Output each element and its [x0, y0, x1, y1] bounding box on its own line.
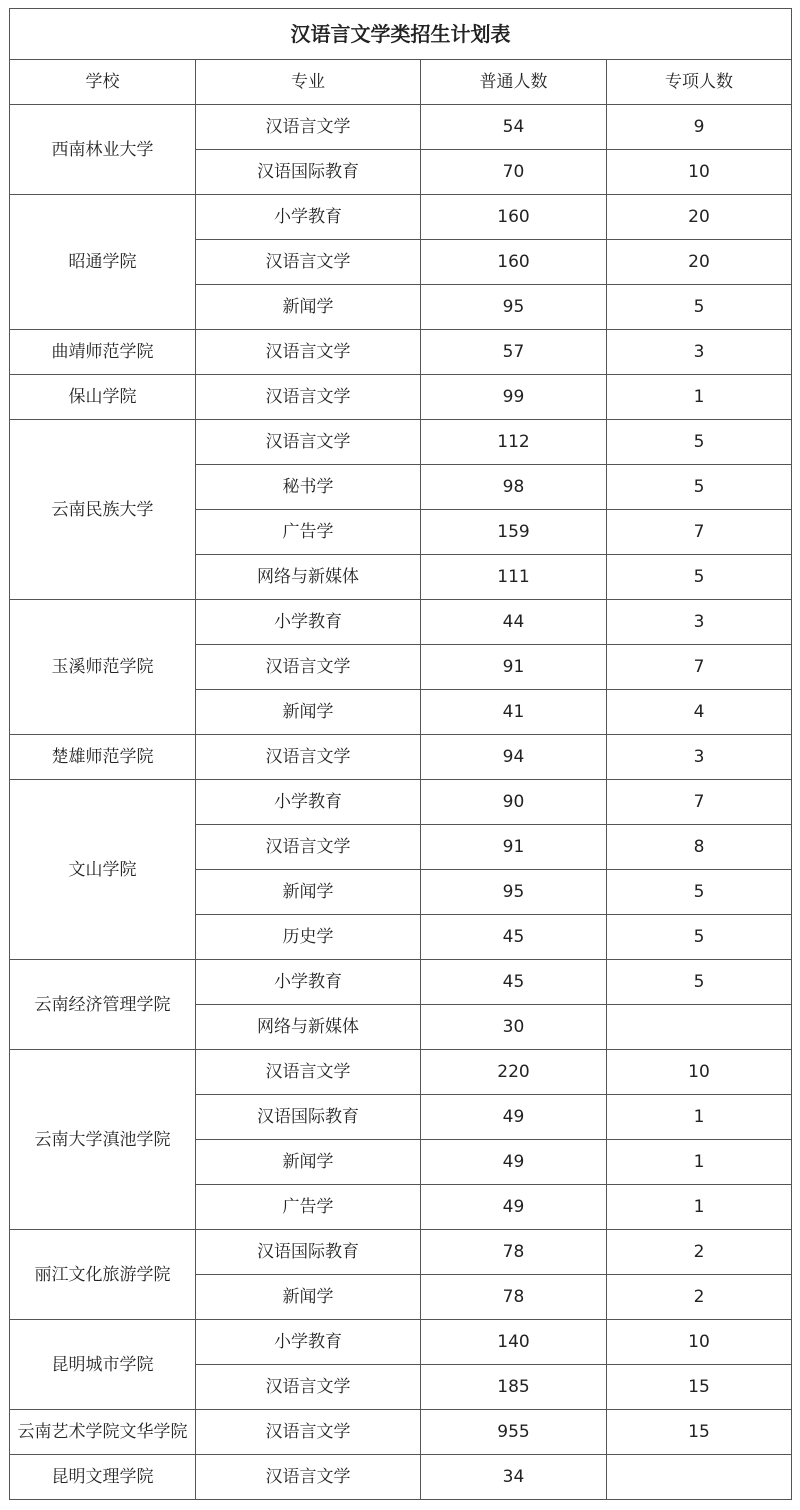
major-cell: 新闻学: [196, 870, 421, 915]
school-name-cell: 西南林业大学: [10, 105, 196, 195]
regular-count-cell: 112: [421, 420, 607, 465]
major-cell: 汉语言文学: [196, 1410, 421, 1455]
regular-count-cell: 30: [421, 1005, 607, 1050]
major-cell: 汉语国际教育: [196, 1230, 421, 1275]
table-row: [10, 195, 792, 240]
regular-count-cell: 49: [421, 1140, 607, 1185]
major-cell: 小学教育: [196, 195, 421, 240]
special-count-cell: 15: [607, 1365, 792, 1410]
major-cell: 汉语言文学: [196, 240, 421, 285]
table-row: [10, 1455, 792, 1500]
table-row: [10, 960, 792, 1005]
regular-count-cell: 111: [421, 555, 607, 600]
school-name-cell: 云南大学滇池学院: [10, 1050, 196, 1230]
regular-count-cell: 95: [421, 285, 607, 330]
special-count-cell: 7: [607, 645, 792, 690]
special-count-cell: 10: [607, 150, 792, 195]
major-cell: 汉语国际教育: [196, 150, 421, 195]
special-count-cell: 5: [607, 555, 792, 600]
school-name-cell: 昆明城市学院: [10, 1320, 196, 1410]
regular-count-cell: 44: [421, 600, 607, 645]
special-count-cell: 1: [607, 1185, 792, 1230]
school-name-cell: 丽江文化旅游学院: [10, 1230, 196, 1320]
special-count-cell: 10: [607, 1320, 792, 1365]
special-count-cell: 9: [607, 105, 792, 150]
header-row: [10, 60, 792, 105]
major-cell: 汉语言文学: [196, 420, 421, 465]
regular-count-cell: 41: [421, 690, 607, 735]
enrollment-plan-table: [9, 8, 792, 1500]
major-cell: 汉语言文学: [196, 1365, 421, 1410]
regular-count-cell: 49: [421, 1185, 607, 1230]
major-cell: 汉语言文学: [196, 330, 421, 375]
regular-count-cell: 34: [421, 1455, 607, 1500]
school-name-cell: 云南民族大学: [10, 420, 196, 600]
regular-count-cell: 49: [421, 1095, 607, 1140]
school-name-cell: 昆明文理学院: [10, 1455, 196, 1500]
table-row: [10, 600, 792, 645]
school-name-cell: 玉溪师范学院: [10, 600, 196, 735]
major-cell: 汉语国际教育: [196, 1095, 421, 1140]
regular-count-cell: 185: [421, 1365, 607, 1410]
special-count-cell: [607, 1005, 792, 1050]
major-cell: 历史学: [196, 915, 421, 960]
special-count-cell: 4: [607, 690, 792, 735]
regular-count-cell: 70: [421, 150, 607, 195]
table-row: [10, 1320, 792, 1365]
table-row: [10, 330, 792, 375]
table-body: [10, 105, 792, 1500]
major-cell: 汉语言文学: [196, 1050, 421, 1095]
school-name-cell: 曲靖师范学院: [10, 330, 196, 375]
special-count-cell: 20: [607, 240, 792, 285]
table-title: 汉语言文学类招生计划表: [10, 9, 792, 60]
regular-count-cell: 91: [421, 645, 607, 690]
special-count-cell: 5: [607, 465, 792, 510]
major-cell: 小学教育: [196, 960, 421, 1005]
regular-count-cell: 95: [421, 870, 607, 915]
special-count-cell: 5: [607, 915, 792, 960]
title-row: [10, 9, 792, 60]
regular-count-cell: 99: [421, 375, 607, 420]
major-cell: 网络与新媒体: [196, 1005, 421, 1050]
table-row: [10, 780, 792, 825]
table-row: [10, 420, 792, 465]
special-count-cell: 5: [607, 960, 792, 1005]
regular-count-cell: 78: [421, 1230, 607, 1275]
special-count-cell: 3: [607, 600, 792, 645]
special-count-cell: 7: [607, 780, 792, 825]
regular-count-cell: 955: [421, 1410, 607, 1455]
table-row: [10, 105, 792, 150]
special-count-cell: 5: [607, 420, 792, 465]
regular-count-cell: 140: [421, 1320, 607, 1365]
major-cell: 网络与新媒体: [196, 555, 421, 600]
special-count-cell: 1: [607, 375, 792, 420]
major-cell: 小学教育: [196, 1320, 421, 1365]
major-cell: 广告学: [196, 1185, 421, 1230]
table-row: [10, 1230, 792, 1275]
regular-count-cell: 90: [421, 780, 607, 825]
major-cell: 新闻学: [196, 1275, 421, 1320]
regular-count-cell: 94: [421, 735, 607, 780]
special-count-cell: 10: [607, 1050, 792, 1095]
special-count-cell: 2: [607, 1275, 792, 1320]
school-name-cell: 保山学院: [10, 375, 196, 420]
major-cell: 汉语言文学: [196, 1455, 421, 1500]
regular-count-cell: 98: [421, 465, 607, 510]
header-special-count: 专项人数: [607, 60, 792, 105]
table-row: [10, 735, 792, 780]
header-major: 专业: [196, 60, 421, 105]
table-row: [10, 1410, 792, 1455]
regular-count-cell: 78: [421, 1275, 607, 1320]
special-count-cell: [607, 1455, 792, 1500]
school-name-cell: 昭通学院: [10, 195, 196, 330]
special-count-cell: 3: [607, 735, 792, 780]
regular-count-cell: 45: [421, 915, 607, 960]
school-name-cell: 文山学院: [10, 780, 196, 960]
regular-count-cell: 91: [421, 825, 607, 870]
regular-count-cell: 160: [421, 240, 607, 285]
special-count-cell: 5: [607, 285, 792, 330]
major-cell: 新闻学: [196, 690, 421, 735]
major-cell: 汉语言文学: [196, 375, 421, 420]
table-row: [10, 375, 792, 420]
major-cell: 新闻学: [196, 1140, 421, 1185]
school-name-cell: 云南艺术学院文华学院: [10, 1410, 196, 1455]
major-cell: 小学教育: [196, 780, 421, 825]
school-name-cell: 云南经济管理学院: [10, 960, 196, 1050]
major-cell: 新闻学: [196, 285, 421, 330]
special-count-cell: 3: [607, 330, 792, 375]
major-cell: 汉语言文学: [196, 645, 421, 690]
regular-count-cell: 57: [421, 330, 607, 375]
special-count-cell: 7: [607, 510, 792, 555]
special-count-cell: 1: [607, 1140, 792, 1185]
special-count-cell: 1: [607, 1095, 792, 1140]
major-cell: 汉语言文学: [196, 825, 421, 870]
major-cell: 小学教育: [196, 600, 421, 645]
special-count-cell: 20: [607, 195, 792, 240]
major-cell: 秘书学: [196, 465, 421, 510]
major-cell: 汉语言文学: [196, 105, 421, 150]
major-cell: 广告学: [196, 510, 421, 555]
header-regular-count: 普通人数: [421, 60, 607, 105]
special-count-cell: 5: [607, 870, 792, 915]
regular-count-cell: 220: [421, 1050, 607, 1095]
regular-count-cell: 160: [421, 195, 607, 240]
special-count-cell: 2: [607, 1230, 792, 1275]
major-cell: 汉语言文学: [196, 735, 421, 780]
header-school: 学校: [10, 60, 196, 105]
regular-count-cell: 159: [421, 510, 607, 555]
special-count-cell: 8: [607, 825, 792, 870]
regular-count-cell: 45: [421, 960, 607, 1005]
table-row: [10, 1050, 792, 1095]
school-name-cell: 楚雄师范学院: [10, 735, 196, 780]
special-count-cell: 15: [607, 1410, 792, 1455]
regular-count-cell: 54: [421, 105, 607, 150]
